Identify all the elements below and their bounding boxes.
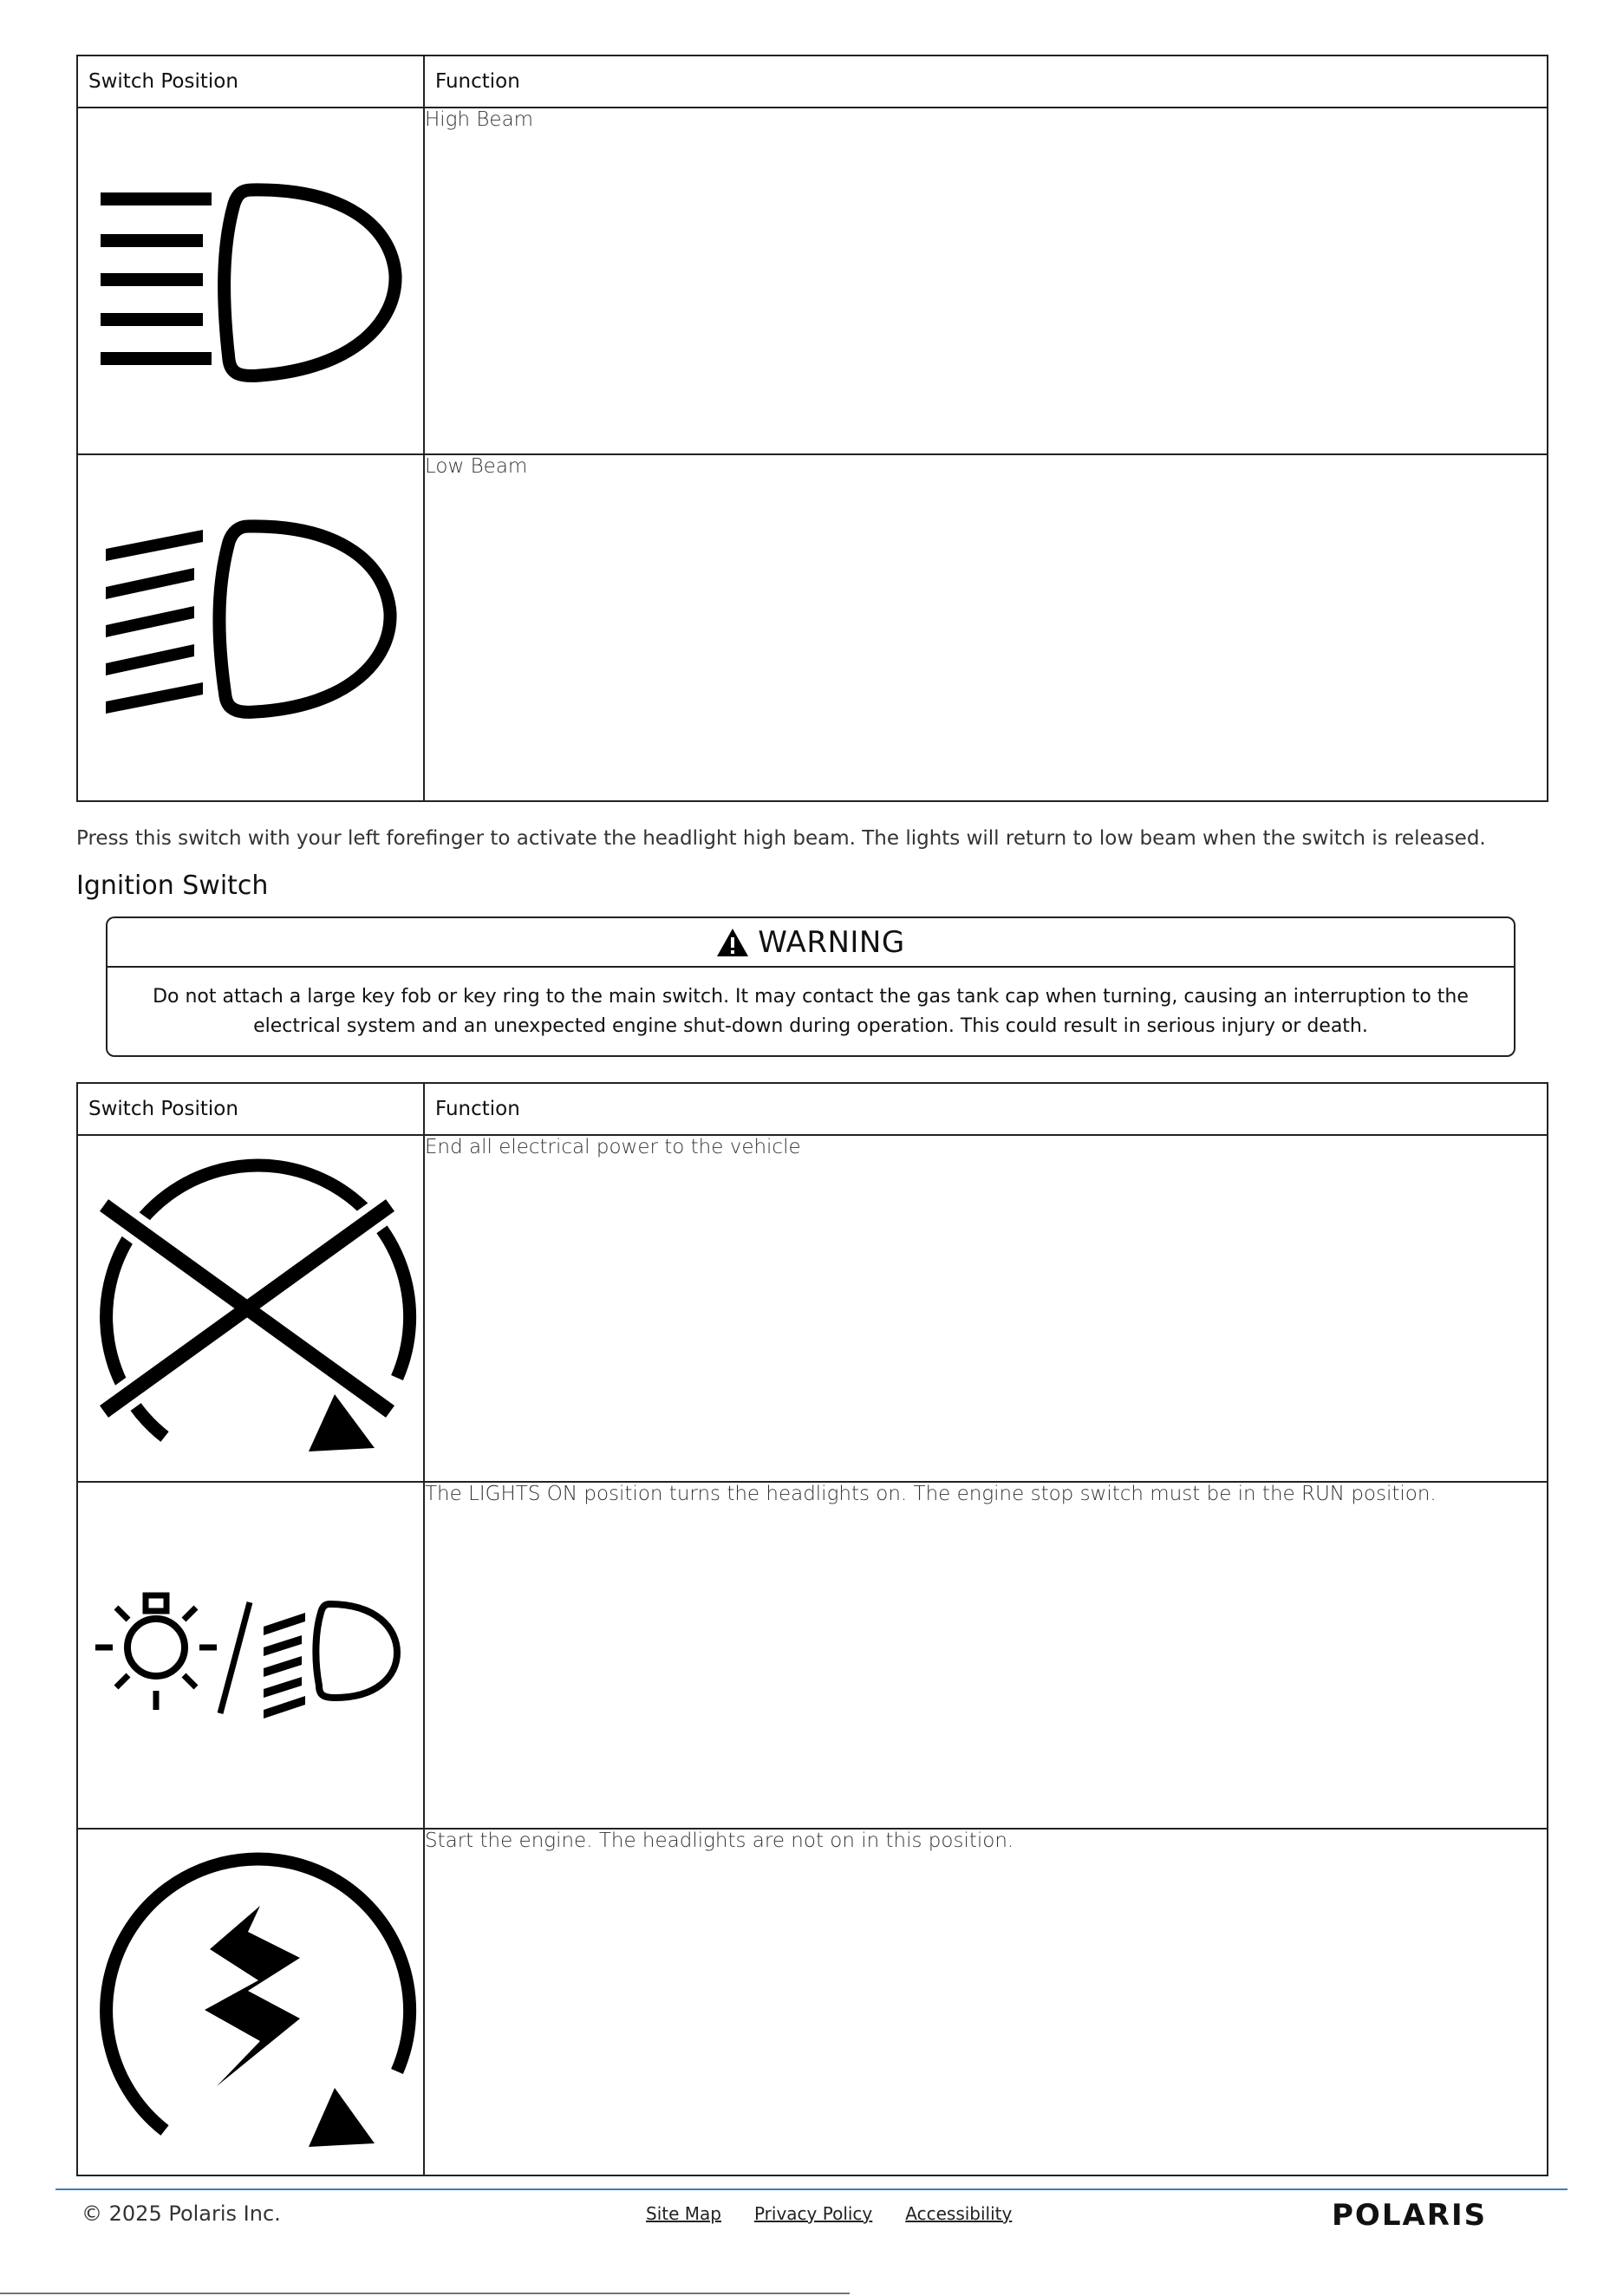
- function-text: End all electrical power to the vehicle: [425, 1136, 801, 1158]
- column-header-switch-position: Switch Position: [77, 55, 424, 108]
- warning-text: Do not attach a large key fob or key ring to the main switch. It may contact the gas tank cap when turning, causing an interruption to the electrical system and an unexpected engine shut-down during operation. This could result in serious injury or death.: [153, 986, 1469, 1037]
- table-header-row: [77, 55, 1548, 108]
- warning-box: [106, 916, 1515, 1057]
- lights-on-icon: [78, 1483, 425, 1828]
- svg-text:POLARIS: POLARIS: [1332, 2199, 1488, 2228]
- column-header-switch-position: Switch Position: [77, 1083, 424, 1135]
- warning-title: WARNING: [758, 924, 905, 960]
- warning-triangle-icon: [716, 928, 749, 957]
- function-text: Low Beam: [425, 455, 528, 478]
- switch-position-cell: [77, 454, 424, 801]
- engine-start-icon: [78, 1830, 425, 2175]
- ignition-off-icon: [78, 1136, 425, 1481]
- function-text: The LIGHTS ON position turns the headlights on. The engine stop switch must be in the RUN position.: [425, 1483, 1437, 1505]
- switch-position-cell: [77, 1829, 424, 2175]
- function-text: Start the engine. The headlights are not on in this position.: [425, 1830, 1014, 1852]
- table-row: [77, 108, 1548, 454]
- section-heading-ignition-switch: Ignition Switch: [76, 871, 269, 901]
- polaris-logo[interactable]: [1332, 2199, 1540, 2228]
- column-header-function: Function: [424, 1083, 1548, 1135]
- function-cell: [424, 454, 1548, 801]
- privacy-policy-link[interactable]: Privacy Policy: [753, 2203, 873, 2224]
- low-beam-icon: [78, 455, 425, 800]
- function-text: High Beam: [425, 108, 534, 131]
- footer-divider: [55, 2188, 1568, 2190]
- table-row: [77, 454, 1548, 801]
- function-cell: [424, 1135, 1548, 1482]
- table-header-row: [77, 1083, 1548, 1135]
- table-row: [77, 1135, 1548, 1482]
- site-map-link[interactable]: Site Map: [646, 2203, 721, 2224]
- high-beam-icon: [78, 108, 425, 453]
- function-cell: [424, 108, 1548, 454]
- switch-position-cell: [77, 108, 424, 454]
- ignition-switch-table: [76, 1082, 1548, 2176]
- accessibility-link[interactable]: Accessibility: [905, 2203, 1013, 2224]
- function-cell: [424, 1829, 1548, 2175]
- switch-position-cell: [77, 1135, 424, 1482]
- function-cell: [424, 1482, 1548, 1829]
- warning-header: [108, 918, 1514, 968]
- switch-position-cell: [77, 1482, 424, 1829]
- column-header-function: Function: [424, 55, 1548, 108]
- headlight-instruction-text: Press this switch with your left forefinger to activate the headlight high beam. The lights will return to low beam when the switch is released.: [76, 827, 1486, 850]
- footer-links: [646, 2203, 1012, 2224]
- headlight-switch-table: [76, 55, 1548, 802]
- bottom-edge-rule: [0, 2293, 850, 2294]
- table-row: [77, 1482, 1548, 1829]
- table-row: [77, 1829, 1548, 2175]
- copyright-text: © 2025 Polaris Inc.: [81, 2201, 281, 2226]
